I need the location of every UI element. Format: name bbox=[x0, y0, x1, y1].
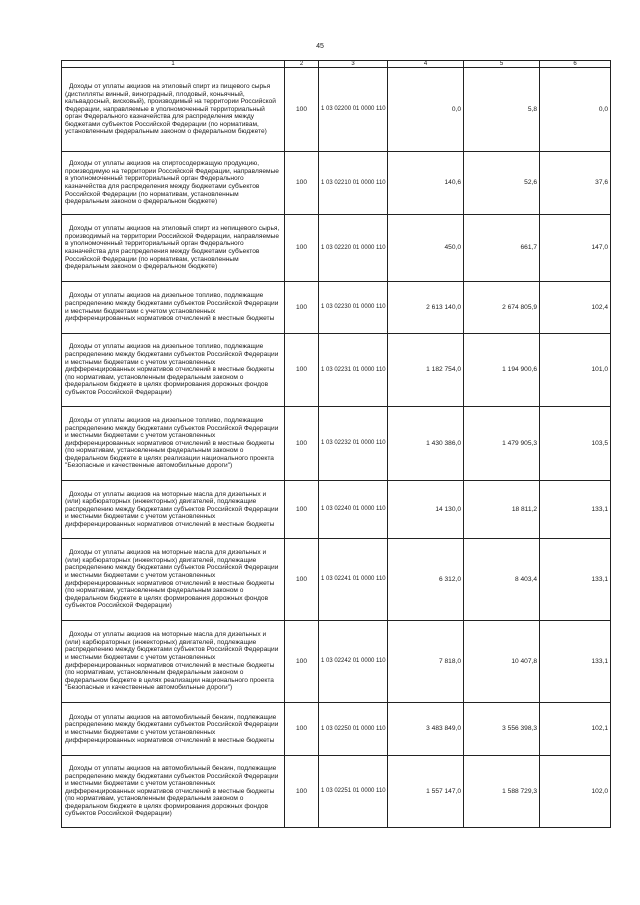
table-row bbox=[62, 703, 611, 756]
row-name: Доходы от уплаты акцизов на дизельное топливо, подлежащие распределению между бюджетами субъектов Российской Федерации и местными бюджетами с учетом установленных дифференцированных нормативов отчислений в местные бюджеты bbox=[62, 282, 285, 334]
page-number: 45 bbox=[316, 43, 324, 50]
admin-code: 100 bbox=[285, 68, 319, 152]
header-cell: 1 bbox=[62, 61, 285, 68]
value-col5: 2 674 805,9 bbox=[464, 282, 540, 334]
row-name: Доходы от уплаты акцизов на моторные масла для дизельных и (или) карбюраторных (инжекторных) двигателей, подлежащие распределению между бюджетами субъектов Российской Федерации и местными бюджетами с учетом установленных дифференцированных нормативов отчислений в местные бюджеты bbox=[62, 481, 285, 539]
table-row bbox=[62, 215, 611, 282]
table-row bbox=[62, 481, 611, 539]
value-col4: 1 430 386,0 bbox=[388, 407, 464, 481]
budget-code: 1 03 02200 01 0000 110 bbox=[319, 68, 388, 152]
value-col4: 7 818,0 bbox=[388, 621, 464, 703]
row-name: Доходы от уплаты акцизов на моторные масла для дизельных и (или) карбюраторных (инжекторных) двигателей, подлежащие распределению между бюджетами субъектов Российской Федерации и местными бюджетами с учетом установленных дифференцированных нормативов отчислений в местные бюджеты (по нормативам, установленным федеральным законом о федеральном бюджете в целях формирования дорожных фондов субъектов Российской Федерации) bbox=[62, 539, 285, 621]
value-col5: 8 403,4 bbox=[464, 539, 540, 621]
header-cell: 4 bbox=[388, 61, 464, 68]
value-col4: 1 182 754,0 bbox=[388, 334, 464, 407]
row-name: Доходы от уплаты акцизов на дизельное топливо, подлежащие распределению между бюджетами субъектов Российской Федерации и местными бюджетами с учетом установленных дифференцированных нормативов отчислений в местные бюджеты (по нормативам, установленным федеральным законом о федеральном бюджете в целях формирования дорожных фондов субъектов Российской Федерации) bbox=[62, 334, 285, 407]
value-col4: 14 130,0 bbox=[388, 481, 464, 539]
header-cell: 6 bbox=[540, 61, 611, 68]
value-col6: 133,1 bbox=[540, 481, 611, 539]
admin-code: 100 bbox=[285, 407, 319, 481]
value-col5: 1 194 900,6 bbox=[464, 334, 540, 407]
budget-code: 1 03 02250 01 0000 110 bbox=[319, 703, 388, 756]
value-col4: 140,6 bbox=[388, 152, 464, 215]
value-col4: 2 613 140,0 bbox=[388, 282, 464, 334]
row-name: Доходы от уплаты акцизов на спиртосодержащую продукцию, производимую на территории Российской Федерации, направляемые в уполномоченный территориальный орган Федерального казначейства для распределения между бюджетами субъектов Российской Федерации (по нормативам, установленным федеральным законом о федеральном бюджете) bbox=[62, 152, 285, 215]
row-name: Доходы от уплаты акцизов на моторные масла для дизельных и (или) карбюраторных (инжекторных) двигателей, подлежащие распределению между бюджетами субъектов Российской Федерации и местными бюджетами с учетом установленных дифференцированных нормативов отчислений в местные бюджеты (по нормативам, установленным федеральным законом о федеральном бюджете в целях реализации национального проекта "Безопасные и качественные автомобильные дороги") bbox=[62, 621, 285, 703]
value-col4: 450,0 bbox=[388, 215, 464, 282]
value-col6: 37,6 bbox=[540, 152, 611, 215]
admin-code: 100 bbox=[285, 481, 319, 539]
header-row bbox=[62, 61, 611, 68]
admin-code: 100 bbox=[285, 334, 319, 407]
value-col4: 3 483 849,0 bbox=[388, 703, 464, 756]
budget-code: 1 03 02231 01 0000 110 bbox=[319, 334, 388, 407]
value-col5: 52,6 bbox=[464, 152, 540, 215]
revenue-table bbox=[61, 60, 611, 828]
admin-code: 100 bbox=[285, 621, 319, 703]
budget-code: 1 03 02220 01 0000 110 bbox=[319, 215, 388, 282]
value-col5: 5,8 bbox=[464, 68, 540, 152]
value-col5: 661,7 bbox=[464, 215, 540, 282]
table-row bbox=[62, 756, 611, 828]
table-row bbox=[62, 68, 611, 152]
admin-code: 100 bbox=[285, 756, 319, 828]
admin-code: 100 bbox=[285, 703, 319, 756]
value-col4: 0,0 bbox=[388, 68, 464, 152]
value-col5: 3 556 398,3 bbox=[464, 703, 540, 756]
admin-code: 100 bbox=[285, 282, 319, 334]
value-col5: 10 407,8 bbox=[464, 621, 540, 703]
value-col6: 102,1 bbox=[540, 703, 611, 756]
header-cell: 5 bbox=[464, 61, 540, 68]
budget-code: 1 03 02251 01 0000 110 bbox=[319, 756, 388, 828]
table-row bbox=[62, 334, 611, 407]
value-col4: 6 312,0 bbox=[388, 539, 464, 621]
value-col6: 102,0 bbox=[540, 756, 611, 828]
row-name: Доходы от уплаты акцизов на этиловый спирт из пищевого сырья (дистилляты винный, виноградный, плодовый, коньячный, кальвадосный, висковый), производимый на территории Российской Федерации, направляемые в уполномоченный территориальный орган Федерального казначейства для распределения между бюджетами субъектов Российской Федерации (по нормативам, установленным федеральным законом о федеральном бюджете) bbox=[62, 68, 285, 152]
header-cell: 2 bbox=[285, 61, 319, 68]
header-cell: 3 bbox=[319, 61, 388, 68]
value-col6: 0,0 bbox=[540, 68, 611, 152]
value-col6: 147,0 bbox=[540, 215, 611, 282]
table-row bbox=[62, 407, 611, 481]
value-col5: 1 588 729,3 bbox=[464, 756, 540, 828]
row-name: Доходы от уплаты акцизов на автомобильный бензин, подлежащие распределению между бюджетами субъектов Российской Федерации и местными бюджетами с учетом установленных дифференцированных нормативов отчислений в местные бюджеты bbox=[62, 703, 285, 756]
table-row bbox=[62, 539, 611, 621]
value-col5: 1 479 905,3 bbox=[464, 407, 540, 481]
value-col6: 133,1 bbox=[540, 621, 611, 703]
budget-code: 1 03 02240 01 0000 110 bbox=[319, 481, 388, 539]
row-name: Доходы от уплаты акцизов на автомобильный бензин, подлежащие распределению между бюджетами субъектов Российской Федерации и местными бюджетами с учетом установленных дифференцированных нормативов отчислений в местные бюджеты (по нормативам, установленным федеральным законом о федеральном бюджете в целях формирования дорожных фондов субъектов Российской Федерации) bbox=[62, 756, 285, 828]
budget-code: 1 03 02230 01 0000 110 bbox=[319, 282, 388, 334]
budget-code: 1 03 02242 01 0000 110 bbox=[319, 621, 388, 703]
value-col6: 103,5 bbox=[540, 407, 611, 481]
value-col5: 18 811,2 bbox=[464, 481, 540, 539]
value-col6: 101,0 bbox=[540, 334, 611, 407]
admin-code: 100 bbox=[285, 215, 319, 282]
value-col6: 133,1 bbox=[540, 539, 611, 621]
row-name: Доходы от уплаты акцизов на дизельное топливо, подлежащие распределению между бюджетами субъектов Российской Федерации и местными бюджетами с учетом установленных дифференцированных нормативов отчислений в местные бюджеты (по нормативам, установленным федеральным законом о федеральном бюджете в целях реализации национального проекта "Безопасные и качественные автомобильные дороги") bbox=[62, 407, 285, 481]
budget-code: 1 03 02241 01 0000 110 bbox=[319, 539, 388, 621]
admin-code: 100 bbox=[285, 539, 319, 621]
value-col6: 102,4 bbox=[540, 282, 611, 334]
table-row bbox=[62, 621, 611, 703]
budget-code: 1 03 02210 01 0000 110 bbox=[319, 152, 388, 215]
value-col4: 1 557 147,0 bbox=[388, 756, 464, 828]
table-row bbox=[62, 282, 611, 334]
admin-code: 100 bbox=[285, 152, 319, 215]
budget-code: 1 03 02232 01 0000 110 bbox=[319, 407, 388, 481]
table-row bbox=[62, 152, 611, 215]
row-name: Доходы от уплаты акцизов на этиловый спирт из непищевого сырья, производимый на территории Российской Федерации, направляемые в уполномоченный территориальный орган Федерального казначейства для распределения между бюджетами субъектов Российской Федерации (по нормативам, установленным федеральным законом о федеральном бюджете) bbox=[62, 215, 285, 282]
